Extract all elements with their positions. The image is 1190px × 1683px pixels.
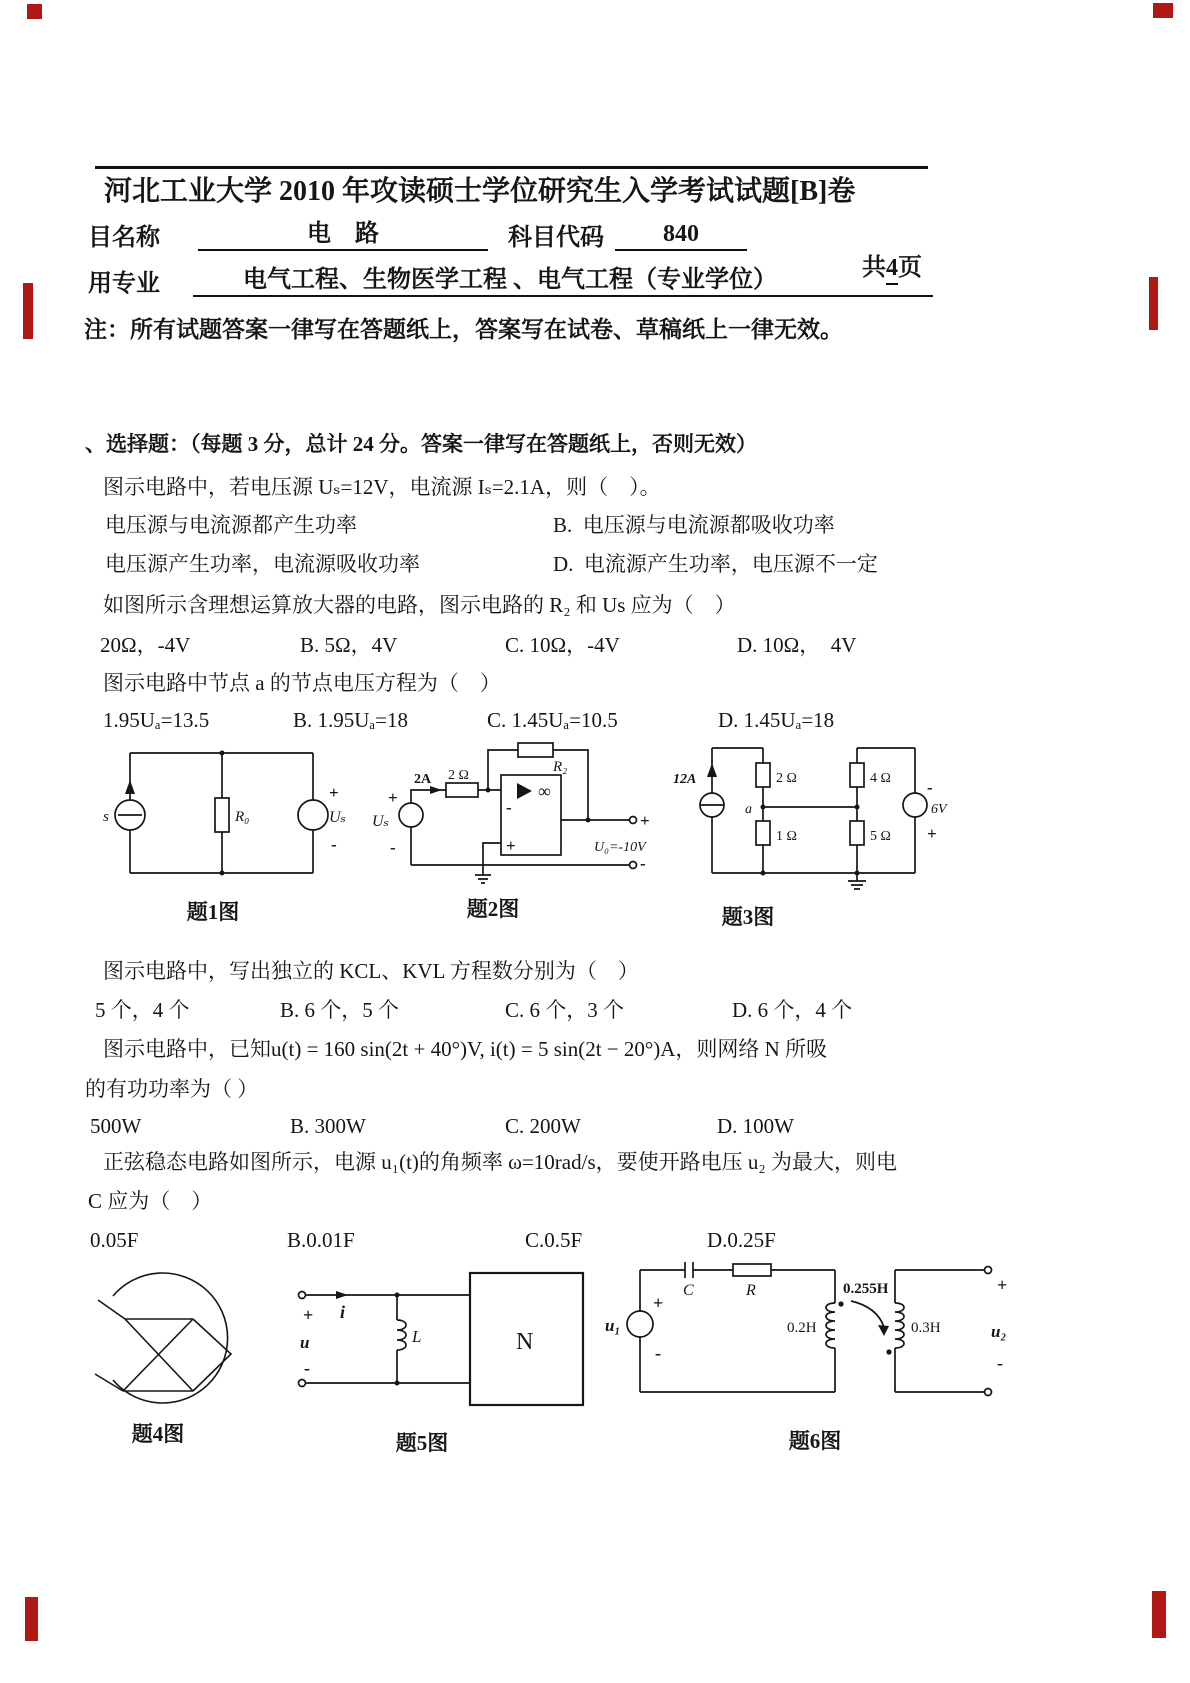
- question-3-option-a: 1.95Uₐ=13.5: [103, 708, 210, 732]
- question-4-option-c: C. 6 个，3 个: [505, 998, 625, 1022]
- minus-sign: -: [927, 778, 933, 797]
- subject-label: 目名称: [88, 225, 160, 251]
- question-1-option-a: 电压源与电流源都产生功率: [105, 513, 357, 537]
- question-2-option-a: 20Ω，-4V: [100, 633, 191, 657]
- u2-plus-sign: +: [997, 1275, 1008, 1295]
- figure-4-caption: 题4图: [131, 1422, 185, 1446]
- figure-6-caption: 题6图: [788, 1429, 842, 1453]
- question-3-option-b: B. 1.95Uₐ=18: [293, 708, 409, 732]
- question-2-option-d: D. 10Ω， 4V: [737, 633, 857, 657]
- us-label: Uₛ: [372, 813, 389, 830]
- page-count-number: 4: [886, 253, 898, 285]
- output-minus: -: [640, 854, 646, 873]
- question-3-stem: 图示电路中节点 a 的节点电压方程为（ ）: [103, 671, 501, 695]
- r2-label: R₂: [553, 759, 568, 775]
- us-label: Uₛ: [329, 809, 346, 826]
- current-i-label: i: [340, 1302, 346, 1322]
- plus-sign: +: [388, 788, 398, 807]
- infinity-symbol: ∞: [538, 781, 551, 801]
- current-12a-label: 12A: [673, 772, 697, 787]
- circuit-figure-6: [593, 1243, 1023, 1408]
- scan-artifact-mark: [25, 1597, 38, 1641]
- question-1-option-b: B. 电压源与电流源都吸收功率: [553, 513, 835, 537]
- question-5-stem-line2: 的有功功率为（ ）: [85, 1077, 259, 1101]
- current-source-label: s: [103, 809, 109, 825]
- opamp-minus-input: -: [506, 798, 512, 817]
- question-1-option-d: D. 电流源产生功率，电压源不一定: [553, 552, 878, 576]
- circuit-figure-1: [95, 742, 345, 897]
- exam-notice: 注：所有试题答案一律写在答题纸上，答案写在试卷、草稿纸上一律无效。: [84, 317, 843, 342]
- resistor-4ohm-label: 4 Ω: [870, 771, 891, 786]
- mutual-inductance-label: 0.255H: [843, 1281, 889, 1297]
- figure-2-caption: 题2图: [466, 897, 520, 921]
- resistor-2ohm-label: 2 Ω: [776, 771, 797, 786]
- opamp-plus-input: +: [506, 836, 516, 855]
- graph-figure-4: [78, 1266, 253, 1411]
- question-6-option-b: B.0.01F: [287, 1228, 355, 1252]
- question-2-option-b: B. 5Ω，4V: [300, 633, 398, 657]
- question-4-stem: 图示电路中，写出独立的 KCL、KVL 方程数分别为（ ）: [103, 959, 639, 983]
- u2-label: u₂: [991, 1322, 1007, 1341]
- question-3-option-d: D. 1.45Uₐ=18: [718, 708, 835, 732]
- resistor-1ohm-label: 1 Ω: [776, 829, 797, 844]
- scan-artifact-mark: [1149, 277, 1158, 330]
- u-label: u: [300, 1333, 310, 1352]
- question-6-option-c: C.0.5F: [525, 1228, 583, 1252]
- source-6v-label: 6V: [931, 802, 947, 817]
- question-4-option-d: D. 6 个，4 个: [732, 998, 853, 1022]
- question-1-stem: 图示电路中，若电压源 Uₛ=12V，电流源 Iₛ=2.1A，则（ ）。: [103, 475, 661, 499]
- subject-code-value: 840: [615, 219, 747, 251]
- inductor-l-label: L: [412, 1327, 422, 1346]
- header-top-rule: [95, 166, 928, 169]
- node-a-label: a: [745, 802, 752, 817]
- question-6-stem-line2: C 应为（ ）: [88, 1189, 213, 1213]
- scan-artifact-mark: [27, 4, 42, 19]
- figure-3-caption: 题3图: [721, 905, 775, 929]
- figure-1-caption: 题1图: [186, 900, 240, 924]
- current-2a-label: 2A: [414, 772, 432, 787]
- subject-value: 电 路: [198, 219, 488, 251]
- question-5-stem-line1: 图示电路中，已知u(t) = 160 sin(2t + 40°)V, i(t) = 5 sin(2t − 20°)A，则网络 N 所吸: [103, 1037, 828, 1061]
- question-6-stem-line1: 正弦稳态电路如图所示，电源 u₁(t)的角频率 ω=10rad/s，要使开路电压 u₂ 为最大，则电: [103, 1150, 897, 1174]
- question-5-option-a: 500W: [90, 1114, 142, 1138]
- minus-sign: -: [655, 1343, 661, 1363]
- section-heading: 、选择题：（每题 3 分，总计 24 分。答案一律写在答题纸上，否则无效）: [85, 432, 757, 456]
- question-1-option-c: 电压源产生功率，电流源吸收功率: [105, 552, 420, 576]
- plus-sign: +: [303, 1305, 314, 1325]
- plus-sign: +: [927, 824, 937, 843]
- output-plus: +: [640, 811, 650, 830]
- resistor-5ohm-label: 5 Ω: [870, 829, 891, 844]
- question-4-option-a: 5 个，4 个: [95, 998, 190, 1022]
- minus-sign: -: [304, 1358, 310, 1378]
- scan-artifact-mark: [1152, 1591, 1166, 1638]
- circuit-figure-5: [288, 1262, 598, 1412]
- circuit-figure-2: [348, 695, 653, 890]
- minus-sign: -: [331, 835, 337, 854]
- minus-sign: -: [390, 838, 396, 857]
- figure-5-caption: 题5图: [395, 1431, 449, 1455]
- question-6-option-a: 0.05F: [90, 1228, 139, 1252]
- u1-label: u₁: [605, 1316, 621, 1335]
- major-value: 电气工程、生物医学工程 、电气工程（专业学位）: [193, 265, 933, 297]
- page-title: 河北工业大学 2010 年攻读硕士学位研究生入学考试试题[B]卷: [104, 176, 856, 207]
- inductor-03h-label: 0.3H: [911, 1320, 941, 1336]
- question-6-option-d: D.0.25F: [707, 1228, 776, 1252]
- uo-label: U₀=-10V: [594, 840, 646, 855]
- plus-sign: +: [653, 1293, 664, 1313]
- subject-code-label: 科目代码: [508, 225, 604, 251]
- question-2-stem: 如图所示含理想运算放大器的电路，图示电路的 R₂ 和 Us 应为（ ）: [103, 593, 736, 617]
- u2-minus-sign: -: [997, 1353, 1003, 1373]
- question-5-option-d: D. 100W: [717, 1114, 794, 1138]
- capacitor-c-label: C: [683, 1282, 694, 1299]
- plus-sign: +: [329, 783, 339, 802]
- page-count-suffix: 页: [898, 255, 922, 281]
- circuit-figure-3: [655, 695, 950, 895]
- r0-label: R₀: [235, 809, 250, 825]
- major-label: 用专业: [88, 271, 160, 297]
- question-5-option-c: C. 200W: [505, 1114, 581, 1138]
- scan-artifact-mark: [1153, 3, 1173, 18]
- question-5-option-b: B. 300W: [290, 1114, 366, 1138]
- network-n-label: N: [516, 1329, 534, 1355]
- resistor-r-label: R: [746, 1282, 756, 1299]
- resistor-2ohm-label: 2 Ω: [448, 768, 469, 783]
- question-3-option-c: C. 1.45Uₐ=10.5: [487, 708, 618, 732]
- question-4-option-b: B. 6 个，5 个: [280, 998, 400, 1022]
- page-count-prefix: 共: [862, 255, 886, 281]
- scan-artifact-mark: [23, 283, 33, 339]
- question-2-option-c: C. 10Ω，-4V: [505, 633, 620, 657]
- inductor-02h-label: 0.2H: [787, 1320, 817, 1336]
